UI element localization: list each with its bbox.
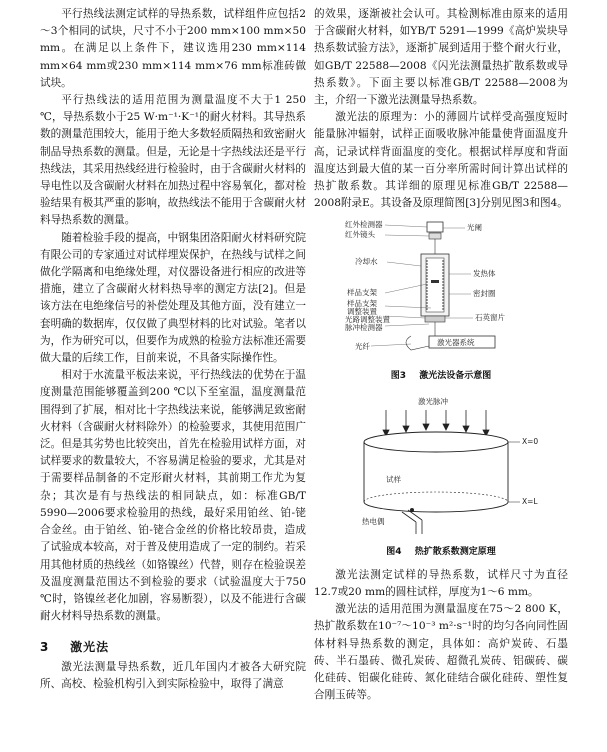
figure-4-caption bbox=[314, 544, 568, 561]
label-sample: 试样 bbox=[386, 474, 401, 484]
figure-4-title: 热扩散系数测定原理 bbox=[414, 546, 496, 557]
label-diaphragm: 光阑 bbox=[467, 223, 482, 233]
paragraph-carbon-method: 随着检验手段的提高，中钢集团洛阳耐火材料研究院有限公司的专家通过对试样埋炭保护，在热线与试样之间做化学隔离和电绝缘处理，对仪器设备进行相应的改进等措施，建立了含碳耐火材料热导率的测定方法[2]。但是该方法在电绝缘信号的补偿处理及其他方面，没有建立一套明确的数据库，仅仅做了典型材料的比对试验。笔者以为，作为研究可以，但要作为成熟的检验方法标准还需要做大量的后续工作，目前来说，不具备实际操作性。 bbox=[40, 231, 306, 365]
section-number: 3 bbox=[40, 640, 50, 655]
label-laser-detector: 脉冲检测器 bbox=[345, 323, 383, 333]
label-thermocouple: 热电偶 bbox=[362, 516, 385, 526]
label-ir-window: 红外镜头 bbox=[345, 230, 375, 240]
label-laser-pulse: 激光脉冲 bbox=[418, 396, 448, 406]
paragraph-advantages: 相对于水流量平板法来说，平行热线法的优势在于温度测量范围能够覆盖到200 ℃以下至室温，温度测量范围得到了扩展，相对比十字热线法来说，能够满足致密耐火材料（含碳耐火材料除外）的检验要求，其使用范围广泛。但是其劣势也比较突出，首先在检验用试样方面，对试样要求的数量较大，不容易满足检验的要求，尤其是对于需要样品制备的不定形耐火材料，其前期工作尤为复杂；其次是有与热线法的相同缺点，如：标准GB/T 5990—2006要求检验用的热线，最好采用铂丝、铂-铑合金丝。由于铂丝、铂-铑合金丝的价格比较昂贵，造成了试验成本较高，对于普及使用造成了一定的制约。若采用其他材质的热线丝（如铬镍丝）代替，则存在检验误差及温度测量范围达不到检验的要求（试验温度大于750 ℃时，铬镍丝老化加剧，容易断裂），以及不能进行含碳耐火材料导热系数的测量。 bbox=[40, 369, 306, 623]
label-ir-detector: 红外检测器 bbox=[345, 220, 383, 230]
paragraph-sample-size: 平行热线法测定试样的导热系数，试样组件应包括2～3个相同的试块，尺寸不小于200 mm×100 mm×50 mm。在满足以上条件下，建议选用230 mm×114 mm×64 mm或230 mm×114 mm×76 mm标准砖做试块。 bbox=[40, 8, 306, 89]
figure-4-number: 图4 bbox=[386, 546, 402, 557]
right-column bbox=[314, 6, 568, 704]
paragraph-laser-principle: 激光法的原理为：小的薄圆片试样受高强度短时能量脉冲辐射，试样正面吸收脉冲能量使背面温度升高，记录试样背面温度的变化。根据试样厚度和背面温度达到最大值的某一百分率所需时间计算出试样的热扩散系数。其详细的原理见标准GB/T 22588—2008附录E。其设备及原理简图[3]分别见图3和图4。 bbox=[314, 111, 568, 210]
paragraph-laser-intro: 激光法测量导热系数，近几年国内才被各大研究院所、高校、检验机构引入到实际检验中，取得了满意 bbox=[40, 660, 306, 690]
label-xl: X=L bbox=[522, 496, 538, 506]
label-fiber: 光纤 bbox=[355, 342, 370, 352]
figure-4-principle bbox=[326, 392, 556, 542]
figure-3-title: 激光法设备示意图 bbox=[419, 371, 492, 382]
label-laser-system: 激光器系统 bbox=[437, 338, 475, 348]
figure-3-caption bbox=[314, 368, 568, 385]
left-column bbox=[40, 6, 306, 693]
apparatus-diagram bbox=[341, 218, 541, 366]
figure-3-apparatus bbox=[341, 218, 541, 366]
label-cooling-water: 冷却水 bbox=[355, 257, 378, 267]
label-heater: 发热体 bbox=[473, 269, 496, 279]
label-quartz-window: 石英窗片 bbox=[475, 313, 505, 323]
label-x0: X=0 bbox=[522, 436, 539, 446]
label-sample-holder: 样品支架 bbox=[347, 288, 377, 298]
paragraph-laser-standards: 的效果，逐渐被社会认可。其检测标准由原来的适用于含碳耐火材料，如YB/T 5291—1999《高炉炭块导热系数试验方法》，逐渐扩展到适用于整个耐火行业，如GB/T 22588—2008《闪光法测量热扩散系数或导热系数》。下面主要以标准GB/T 22588—2008为主，介绍一下激光法测量导热系数。 bbox=[314, 8, 568, 107]
section-title: 激光法 bbox=[70, 640, 110, 655]
label-adjust-device: 调整装置 bbox=[347, 307, 377, 317]
label-sample-support: 样品支架 bbox=[347, 299, 377, 309]
figure-3-number: 图3 bbox=[390, 371, 407, 382]
paragraph-laser-sample-size: 激光法测定试样的导热系数，试样尺寸为直径12.7或20 mm的圆柱试样，厚度为1～6 mm。 bbox=[314, 568, 568, 599]
paragraph-parallel-hotwire-range: 平行热线法的适用范围为测量温度不大于1 250 ℃，导热系数小于25 W·m⁻¹·K⁻¹的耐火材料。其导热系数的测量范围较大，能用于绝大多数轻质隔热和致密耐火制品导热系数的测量。但是，无论是十字热线法还是平行热线法，其采用热线经进行检验时，由于含碳耐火材料的导电性以及含碳耐火材料在加热过程中容易氧化，都对检验结果有极其严重的影响，故热线法不能用于含碳耐火材料导热系数的测量。 bbox=[40, 94, 306, 227]
paragraph-laser-range: 激光法的适用范围为测量温度在75～2 800 K，热扩散系数在10⁻⁷～10⁻³ m²·s⁻¹时的均匀各向同性固体材料导热系数的测定，具体如：高炉炭砖、石墨砖、半石墨砖、微孔炭砖、超微孔炭砖、铝碳砖、碳化硅砖、铝碳化硅砖、氮化硅结合碳化硅砖、塑性复合刚玉砖等。 bbox=[314, 603, 568, 702]
label-seal-cover: 密封圈 bbox=[473, 289, 496, 299]
section-heading bbox=[40, 639, 306, 656]
principle-diagram bbox=[326, 392, 556, 542]
label-lens-device: 光路调整装置 bbox=[345, 315, 390, 325]
